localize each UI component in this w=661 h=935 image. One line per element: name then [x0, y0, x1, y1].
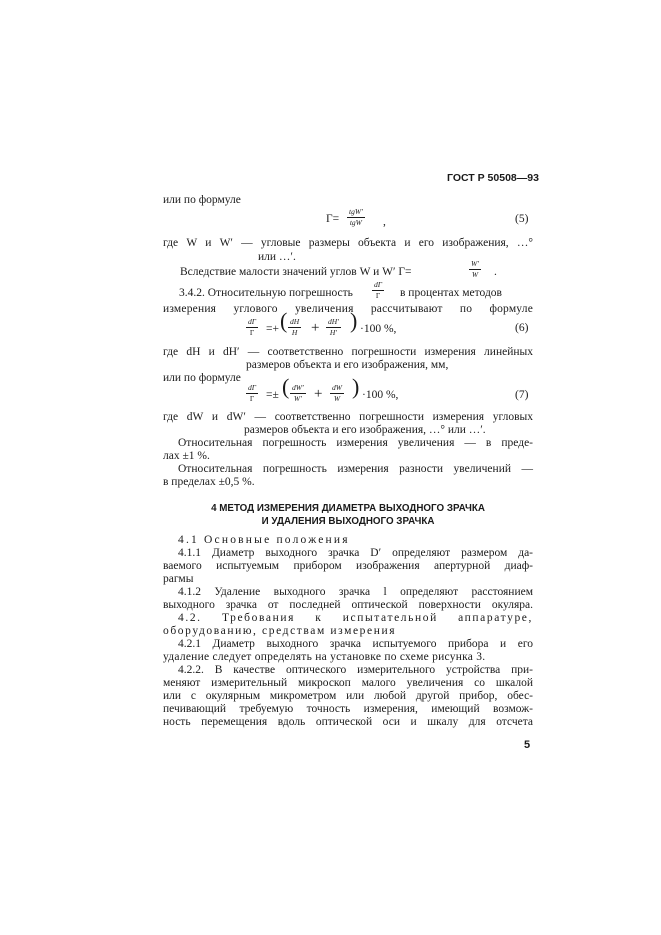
where-7-line1: где dW и dW′ — соответственно погрешности измерения угловых — [163, 411, 533, 423]
fraction-numerator: W′ — [471, 259, 479, 268]
fraction-numerator: dH — [290, 317, 300, 326]
fraction-numerator: dГ — [374, 280, 383, 289]
p411-line1: 4.1.1 Диаметр выходного зрачка D′ определяют размером да- — [178, 547, 533, 559]
formula-7-tail: ·100 %, — [362, 389, 399, 401]
formula-6-plus: + — [311, 320, 320, 336]
smallness-fraction — [469, 260, 481, 279]
where-7-line2: размеров объекта и его изображения, …° или …′. — [244, 424, 486, 436]
p342-rest: в процентах методов — [400, 287, 502, 299]
p342-fraction — [372, 281, 384, 300]
formula-6-lhs — [246, 318, 258, 337]
p342-line2: измерения углового увеличения рассчитывают по формуле — [163, 303, 533, 315]
formula-7-paren-open: ( — [282, 374, 290, 399]
fraction-denominator: W — [333, 394, 341, 403]
p422-line5: ность перемещения вдоль оптической оси и шкалу для отсчета — [163, 716, 533, 728]
formula-5-fraction — [347, 208, 365, 227]
formula-6-term1 — [288, 318, 301, 337]
formula-5 — [326, 213, 339, 225]
fraction-numerator: dW — [332, 383, 342, 392]
p412-line1: 4.1.2 Удаление выходного зрачка l определяют расстоянием — [178, 586, 533, 598]
formula-6-paren-close: ) — [350, 308, 358, 333]
section-4-title-line2: И УДАЛЕНИЯ ВЫХОДНОГО ЗРАЧКА — [261, 516, 435, 527]
fraction-numerator: dW′ — [292, 383, 304, 392]
p422-line2: меняют измерительный микроскоп малого увеличения со шкалой — [163, 677, 533, 689]
smallness-end: . — [494, 266, 497, 278]
fraction-denominator: H — [291, 328, 298, 337]
p422-line4: печивающий требуемую точность измерения, имеющий возмож- — [163, 703, 533, 715]
p421-line1: 4.2.1 Диаметр выходного зрачка испытуемого прибора и его — [178, 638, 533, 650]
formula-6-number: (6) — [515, 322, 529, 334]
fraction-denominator: Г — [249, 394, 255, 403]
standard-header: ГОСТ Р 50508—93 — [447, 172, 539, 184]
where-5-line1: где W и W′ — угловые размеры объекта и его изображения, …° — [163, 237, 533, 249]
formula-7-plus: + — [314, 386, 323, 402]
fraction-denominator: H′ — [329, 328, 337, 337]
p411-line3: рагмы — [163, 573, 194, 585]
formula-7-term1 — [290, 384, 306, 403]
where-6-line2: размеров объекта и его изображения, мм, — [246, 359, 449, 371]
formula-5-end: , — [383, 216, 386, 228]
errors-line1: Относительная погрешность измерения увеличения — в преде- — [178, 437, 533, 449]
fraction-denominator: Г — [375, 291, 381, 300]
formula-7-lhs — [246, 384, 258, 403]
subsection-4-1: 4.1 Основные положения — [178, 534, 350, 546]
section-4-title-line1: 4 МЕТОД ИЗМЕРЕНИЯ ДИАМЕТРА ВЫХОДНОГО ЗРАЧКА — [211, 503, 485, 514]
formula-6-term2 — [326, 318, 341, 337]
p422-line1: 4.2.2. В качестве оптического измерительного устройства при- — [178, 664, 533, 676]
fraction-numerator: tgW′ — [349, 207, 363, 216]
formula-7-term2 — [330, 384, 344, 403]
formula-intro: или по формуле — [163, 194, 241, 206]
formula-7-number: (7) — [515, 389, 529, 401]
p412-line2: выходного зрачка от последней оптической поверхности окуляра. — [163, 599, 533, 611]
formula-5-lhs: Г= — [326, 213, 340, 225]
errors-line3: Относительная погрешность измерения разности увеличений — — [178, 463, 533, 475]
page-number: 5 — [524, 739, 531, 751]
errors-line2: лах ±1 %. — [163, 450, 210, 462]
formula-7-eq: =± — [266, 389, 279, 401]
p342-start: 3.4.2. Относительную погрешность — [179, 287, 353, 299]
where-6-line3: или по формуле — [163, 372, 241, 384]
where-6-line1: где dH и dH′ — соответственно погрешности измерения линейных — [163, 346, 533, 358]
errors-line4: в пределах ±0,5 %. — [163, 476, 255, 488]
fraction-numerator: dH′ — [328, 317, 339, 326]
fraction-denominator: Г — [249, 328, 255, 337]
fraction-denominator: tgW — [349, 218, 362, 227]
subsection-4-2-line1: 4.2. Требования к испытательной аппаратуре, — [178, 612, 533, 624]
formula-5-number: (5) — [515, 213, 529, 225]
smallness-text: Вследствие малости значений углов W и W′ Г= — [180, 266, 412, 278]
formula-6-eq: =+ — [266, 323, 279, 335]
p422-line3: или с окулярным микрометром или любой другой прибор, обес- — [163, 690, 533, 702]
where-5-line2: или …′. — [258, 251, 296, 263]
p421-line2: удаление следует определять на установке по схеме рисунка 3. — [163, 651, 486, 663]
formula-6-tail: ·100 %, — [360, 323, 397, 335]
fraction-denominator: W — [471, 270, 479, 279]
p411-line2: ваемого испытуемым прибором изображения апертурной диаф- — [163, 560, 533, 572]
fraction-numerator: dГ — [248, 317, 257, 326]
fraction-numerator: dГ — [248, 383, 257, 392]
formula-7-paren-close: ) — [352, 374, 360, 399]
fraction-denominator: W′ — [293, 394, 302, 403]
formula-6-paren-open: ( — [280, 308, 288, 333]
subsection-4-2-line2: оборудованию, средствам измерения — [163, 625, 397, 637]
